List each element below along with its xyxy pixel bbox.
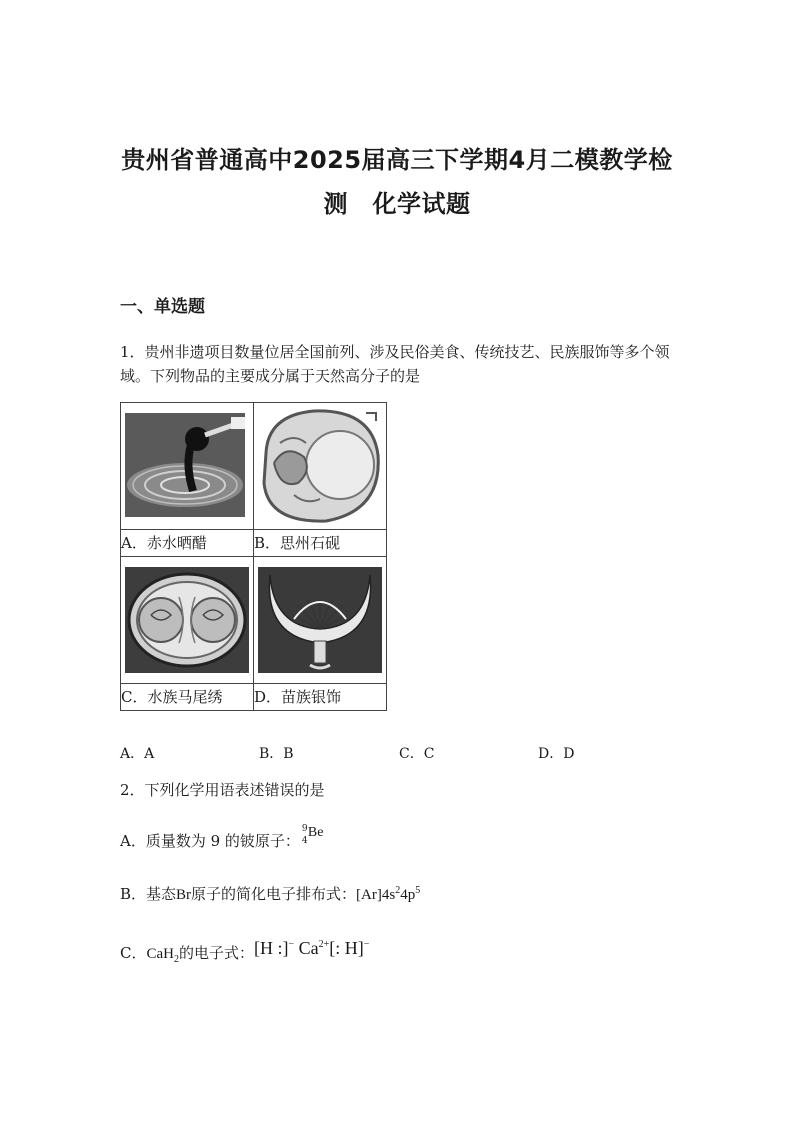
horsetail-embroidery-photo bbox=[121, 557, 253, 683]
section-heading: 一、单选题 bbox=[120, 297, 205, 317]
option-c-prefix: C． bbox=[120, 944, 147, 962]
option-b-label: B．思州石砚 bbox=[254, 530, 387, 557]
atomic-number: 4 bbox=[301, 836, 308, 846]
option-b-text: 原子的简化电子排布式： bbox=[191, 885, 357, 903]
question-2-option-c bbox=[120, 938, 369, 965]
option-b-prefix: B．基态 bbox=[120, 885, 177, 903]
lewis-sup-1: − bbox=[288, 939, 295, 950]
page-title bbox=[100, 138, 694, 226]
option-a-text: A．质量数为 9 的铍原子： bbox=[120, 832, 300, 850]
lewis-sup-2: 2+ bbox=[318, 939, 330, 950]
stone-inkstone-photo bbox=[254, 403, 386, 529]
title-line-2: 测 化学试题 bbox=[323, 190, 471, 218]
config-part-1: [Ar]4s bbox=[356, 887, 396, 903]
bromine-symbol: Br bbox=[176, 887, 192, 903]
option-c-label: C．水族马尾绣 bbox=[121, 684, 254, 711]
question-1-stem: 1．贵州非遗项目数量位居全国前列、涉及民俗美食、传统技艺、民族服饰等多个领域。下列物品的主要成分属于天然高分子的是 bbox=[120, 343, 670, 385]
option-a-label: A．赤水晒醋 bbox=[121, 530, 254, 557]
choice-a[interactable]: A．A bbox=[120, 746, 155, 762]
question-2-option-a bbox=[120, 826, 330, 852]
option-c-text: 的电子式： bbox=[178, 944, 254, 962]
lewis-part-1: [H :] bbox=[254, 938, 289, 958]
mass-number: 9 bbox=[301, 824, 308, 834]
lewis-part-3: [: H] bbox=[329, 938, 364, 958]
electron-configuration bbox=[356, 887, 420, 903]
formula-sub: 2 bbox=[173, 954, 179, 965]
calcium-hydride-formula bbox=[146, 946, 179, 965]
config-sup-2: 5 bbox=[415, 885, 421, 896]
miao-silver-ornament-photo bbox=[254, 557, 386, 683]
choice-d[interactable]: D．D bbox=[538, 746, 575, 762]
question-2-stem: 2．下列化学用语表述错误的是 bbox=[120, 781, 325, 799]
electron-dot-formula bbox=[254, 938, 369, 958]
title-line-1: 贵州省普通高中2025届高三下学期4月二模教学检 bbox=[121, 146, 673, 174]
config-sup-1: 2 bbox=[395, 885, 401, 896]
config-part-2: 4p bbox=[400, 887, 416, 903]
vinegar-pour-photo bbox=[121, 403, 253, 529]
question-1-image-table bbox=[120, 402, 387, 711]
question-2-option-b bbox=[120, 883, 420, 904]
option-d-label: D．苗族银饰 bbox=[254, 684, 387, 711]
formula-part: CaH bbox=[146, 946, 174, 962]
beryllium-nuclide bbox=[300, 826, 330, 852]
choice-c[interactable]: C．C bbox=[399, 746, 435, 762]
lewis-part-2: Ca bbox=[294, 938, 319, 958]
choice-b[interactable]: B．B bbox=[259, 746, 294, 762]
element-symbol: Be bbox=[307, 825, 324, 840]
lewis-sup-3: − bbox=[363, 939, 370, 950]
